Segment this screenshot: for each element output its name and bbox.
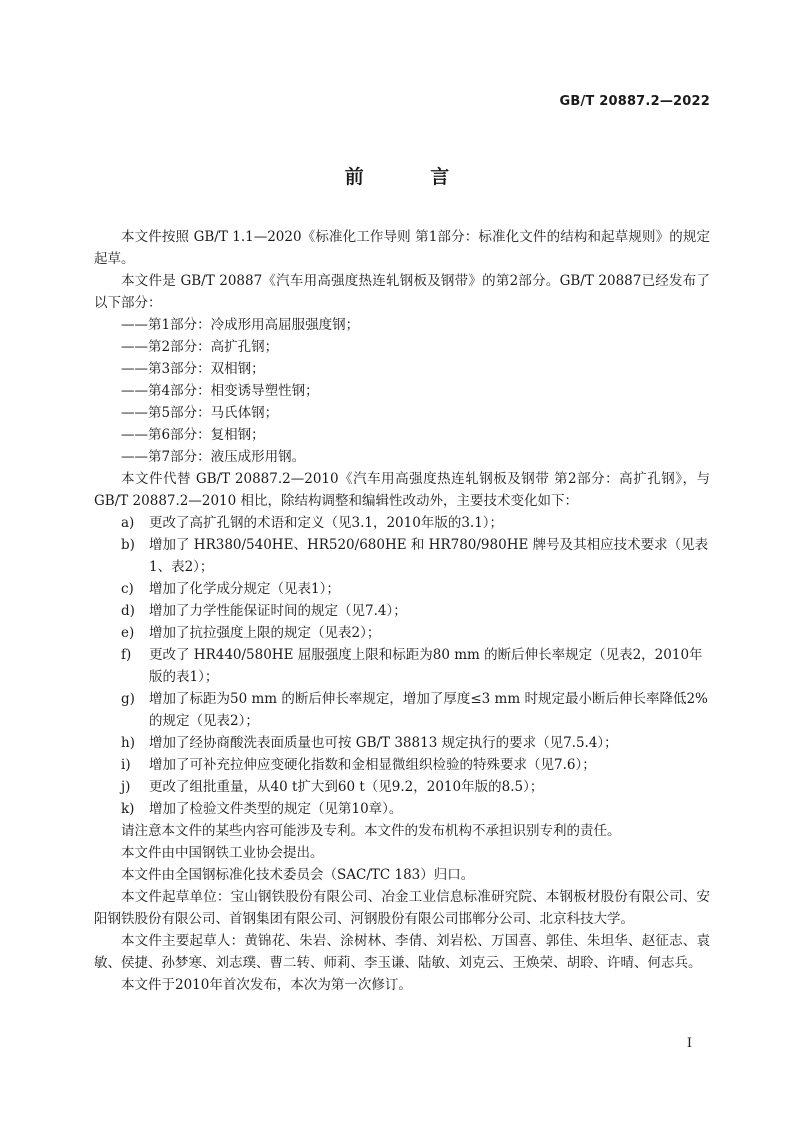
item-label: b): [121, 537, 135, 553]
item-text: 更改了高扩孔钢的术语和定义（见3.1，2010年版的3.1）；: [149, 515, 504, 531]
paragraph-committee: 本文件由全国钢标准化技术委员会（SAC/TC 183）归口。: [121, 867, 475, 883]
list-item: ——第5部分：马氏体钢；: [121, 405, 279, 421]
list-item: ——第6部分：复相钢；: [121, 427, 265, 443]
paragraph-drafting-rules: 本文件按照 GB/T 1.1—2020《标准化工作导则 第1部分：标准化文件的结构和起草规则》的规定起草。: [94, 229, 710, 267]
item-label: e): [121, 625, 135, 641]
item-label: k): [121, 801, 135, 817]
item-text: 增加了可补充拉伸应变硬化指数和金相显微组织检验的特殊要求（见7.6）；: [149, 757, 596, 773]
item-label: j): [121, 779, 131, 795]
item-text: 更改了组批重量，从40 t扩大到60 t（见9.2，2010年版的8.5）；: [149, 779, 544, 795]
list-item: ——第4部分：相变诱导塑性钢；: [121, 383, 319, 399]
item-text: 更改了 HR440/580HE 屈服强度上限和标距为80 mm 的断后伸长率规定（见表2，2010年版的表1）；: [149, 647, 703, 685]
paragraph-proposer: 本文件由中国钢铁工业协会提出。: [121, 845, 324, 861]
list-item: ——第2部分：高扩孔钢；: [121, 339, 279, 355]
item-text: 增加了标距为50 mm 的断后伸长率规定，增加了厚度≤3 mm 时规定最小断后伸长率降低2%的规定（见表2）；: [149, 691, 708, 729]
list-item: [94, 578, 710, 600]
document-body: [94, 226, 710, 996]
list-item: [94, 732, 710, 754]
document-id: GB/T 20887.2—2022: [559, 94, 710, 109]
item-text: 增加了 HR380/540HE、HR520/680HE 和 HR780/980HE 牌号及其相应技术要求（见表1、表2）；: [149, 537, 709, 575]
item-label: i): [121, 757, 131, 773]
list-item: [94, 688, 710, 732]
paragraph-drafters: 本文件主要起草人：黄锦花、朱岩、涂树林、李倩、刘岩松、万国喜、郭佳、朱坦华、赵征志、袁敏、侯捷、孙梦寒、刘志璞、曹二转、师莉、李玉谦、陆敏、刘克云、王焕荣、胡聆、许晴、何志兵。: [94, 933, 710, 971]
paragraph-series-intro: 本文件是 GB/T 20887《汽车用高强度热连轧钢板及钢带》的第2部分。GB/T 20887已经发布了以下部分：: [94, 273, 710, 311]
list-item: [94, 600, 710, 622]
item-text: 增加了化学成分规定（见表1）；: [149, 581, 340, 597]
item-text: 增加了抗拉强度上限的规定（见表2）；: [149, 625, 381, 641]
item-label: f): [121, 647, 132, 663]
item-text: 增加了力学性能保证时间的规定（见7.4）；: [149, 603, 407, 619]
list-item: ——第3部分：双相钢；: [121, 361, 265, 377]
list-item: ——第1部分：冷成形用高屈服强度钢；: [121, 317, 360, 333]
paragraph-replacement: 本文件代替 GB/T 20887.2—2010《汽车用高强度热连轧钢板及钢带 第2部分：高扩孔钢》，与 GB/T 20887.2—2010 相比，除结构调整和编辑性改动外，主要技术变化如下：: [94, 471, 710, 509]
item-label: c): [121, 581, 134, 597]
paragraph-drafting-units: 本文件起草单位：宝山钢铁股份有限公司、冶金工业信息标准研究院、本钢板材股份有限公司、安阳钢铁股份有限公司、首钢集团有限公司、河钢股份有限公司邯郸分公司、北京科技大学。: [94, 889, 710, 927]
list-item: [94, 644, 710, 688]
list-item: [94, 798, 710, 820]
list-item: [94, 622, 710, 644]
page-number: I: [686, 1036, 692, 1051]
item-label: a): [121, 515, 135, 531]
paragraph-patent-notice: 请注意本文件的某些内容可能涉及专利。本文件的发布机构不承担识别专利的责任。: [121, 823, 621, 839]
list-item: [94, 754, 710, 776]
list-item: [94, 512, 710, 534]
list-item: [94, 776, 710, 798]
paragraph-publication-history: 本文件于2010年首次发布，本次为第一次修订。: [121, 977, 412, 993]
list-item: [94, 534, 710, 578]
page-title: 前 言: [344, 166, 480, 188]
item-label: d): [121, 603, 135, 619]
item-label: g): [121, 691, 135, 707]
parts-list: [94, 314, 710, 468]
list-item: ——第7部分：液压成形用钢。: [121, 449, 306, 465]
item-label: h): [121, 735, 135, 751]
item-text: 增加了经协商酸洗表面质量也可按 GB/T 38813 规定执行的要求（见7.5.4）；: [149, 735, 618, 751]
changes-list: [94, 512, 710, 820]
item-text: 增加了检验文件类型的规定（见第10章）。: [149, 801, 403, 817]
